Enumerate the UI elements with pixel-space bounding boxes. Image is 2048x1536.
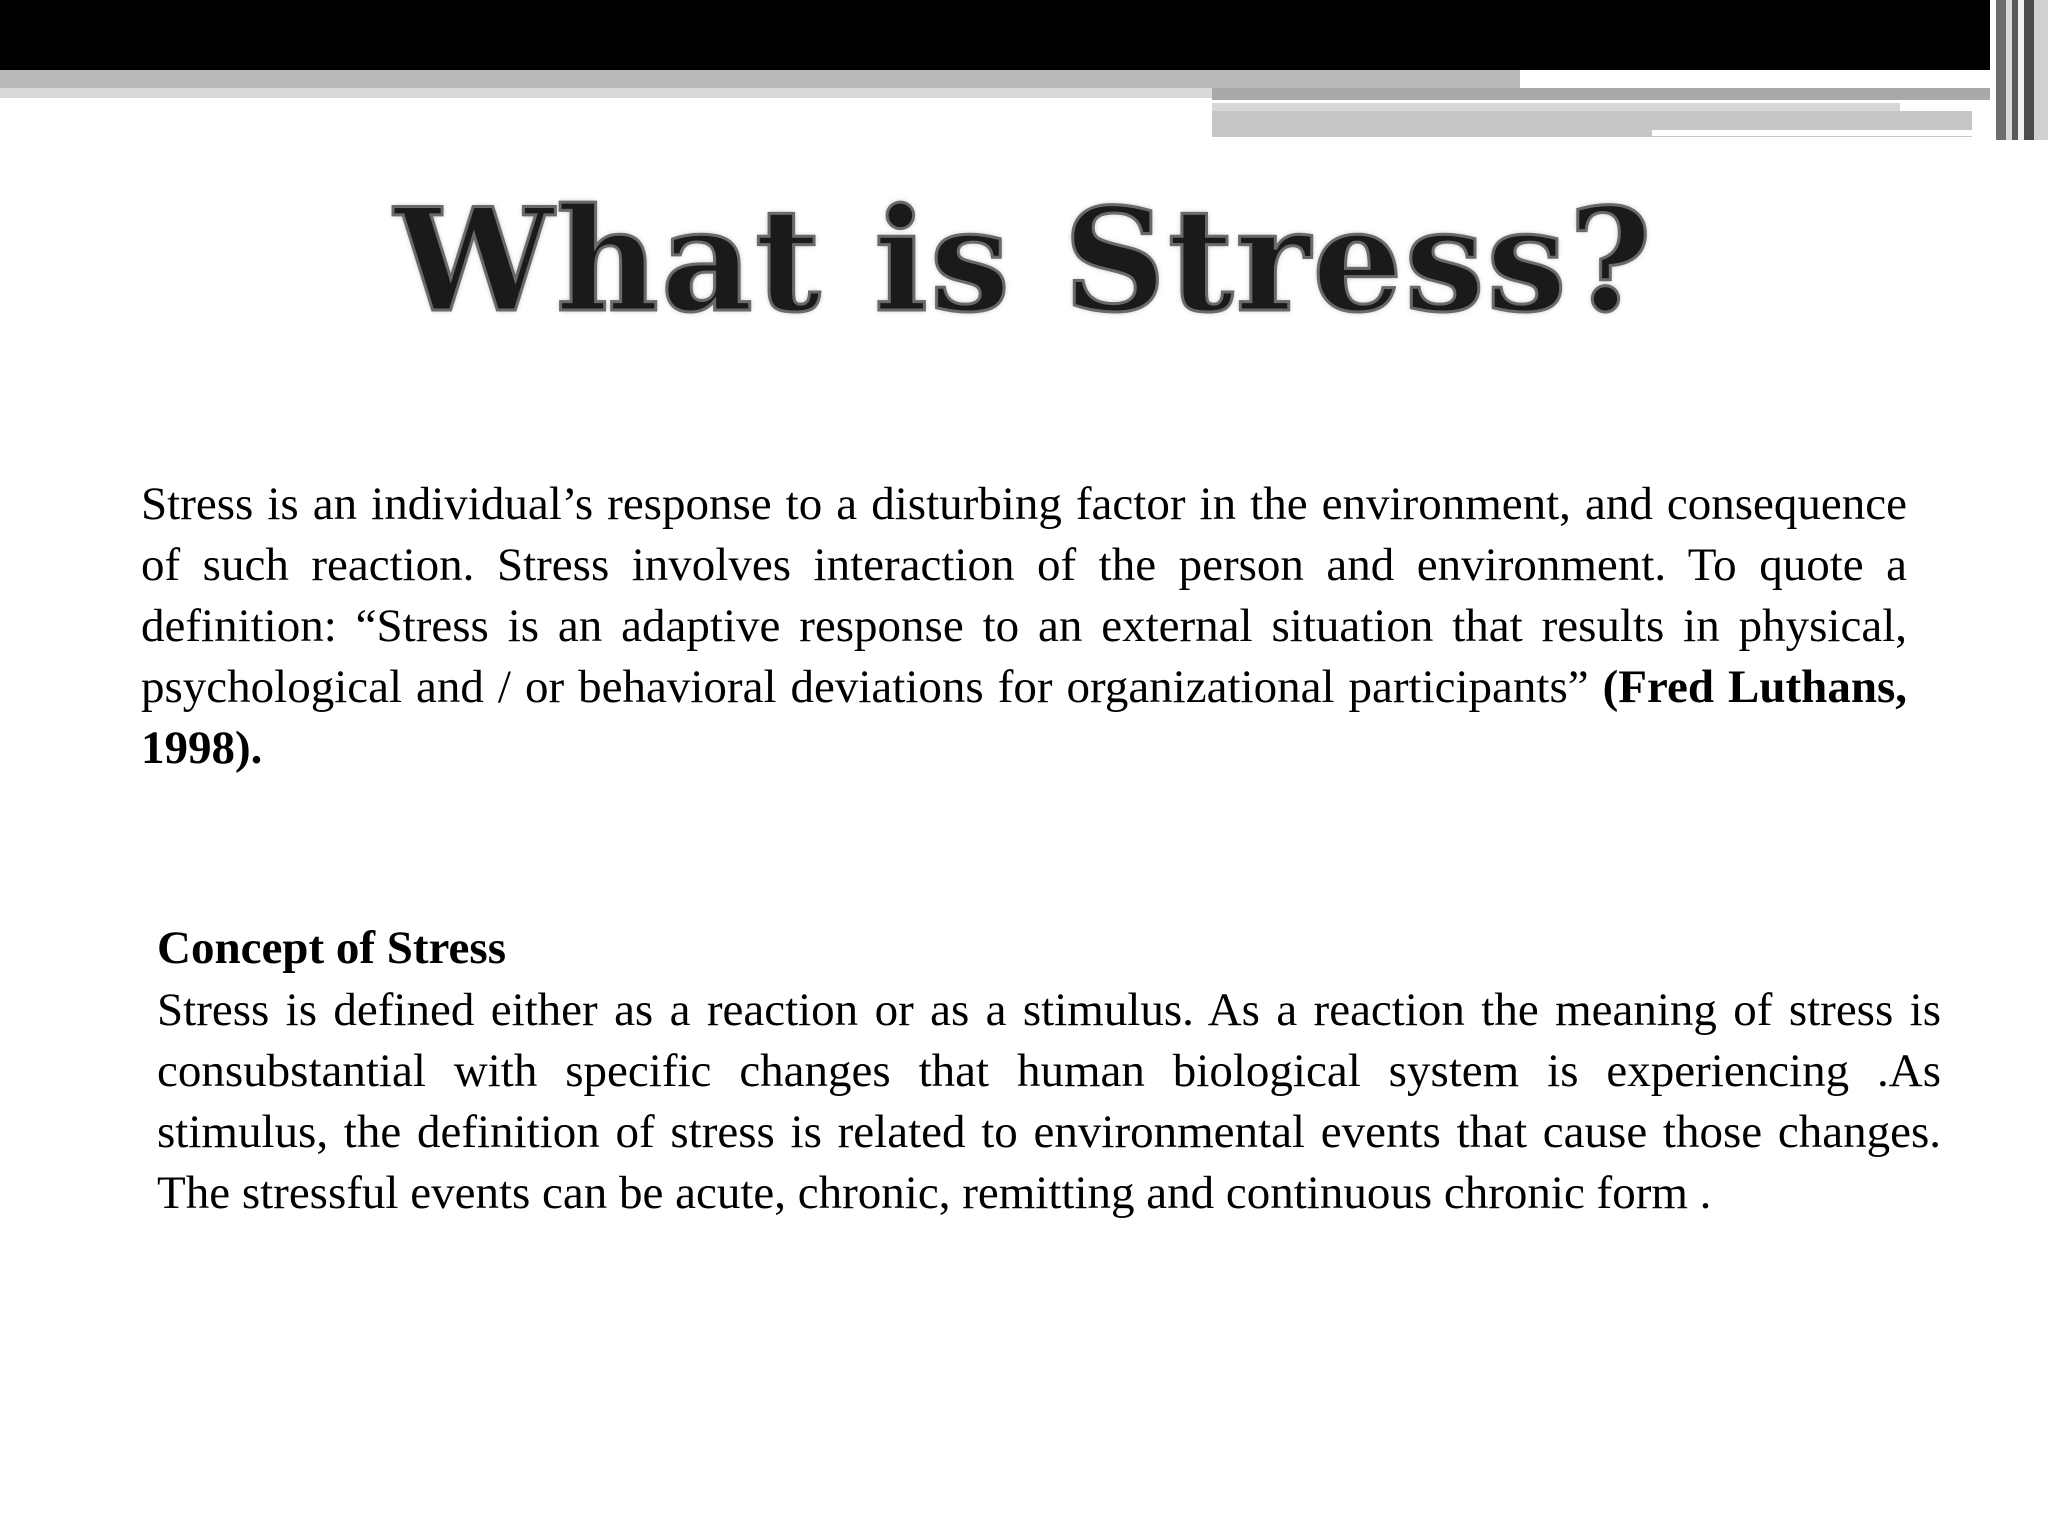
definition-text: Stress is an individual’s response to a disturbing factor in the environment, and consequence of such reaction. Stress involves interaction of the person and environment. To quote a definition: “Stress is an adaptive response to an external situation that results in physical, psychological and / or behavioral deviations for organizational participants” bbox=[141, 478, 1907, 713]
slide-title: What is Stress? bbox=[394, 178, 1654, 344]
corner-bar bbox=[1996, 0, 2006, 140]
header-stripe bbox=[0, 70, 1520, 88]
definition-paragraph bbox=[141, 474, 1907, 779]
corner-bar bbox=[2034, 0, 2048, 140]
corner-bar bbox=[2024, 0, 2034, 140]
top-black-band bbox=[0, 0, 2048, 70]
concept-heading: Concept of Stress bbox=[157, 922, 506, 974]
definition-citation: (Fred Luthans, 1998). bbox=[141, 661, 1907, 774]
header-stripe bbox=[1212, 88, 1992, 100]
header-stripe bbox=[0, 88, 1215, 98]
concept-paragraph: Stress is defined either as a reaction or as a stimulus. As a reaction the meaning of stress is consubstantial with specific changes that human biological system is experiencing .As stimulus, the definition of stress is related to environmental events that cause those changes. The stressful events can be acute, chronic, remitting and continuous chronic form . bbox=[157, 984, 1941, 1219]
header-stripe bbox=[1212, 103, 1900, 111]
header-stripe bbox=[1652, 130, 1972, 136]
